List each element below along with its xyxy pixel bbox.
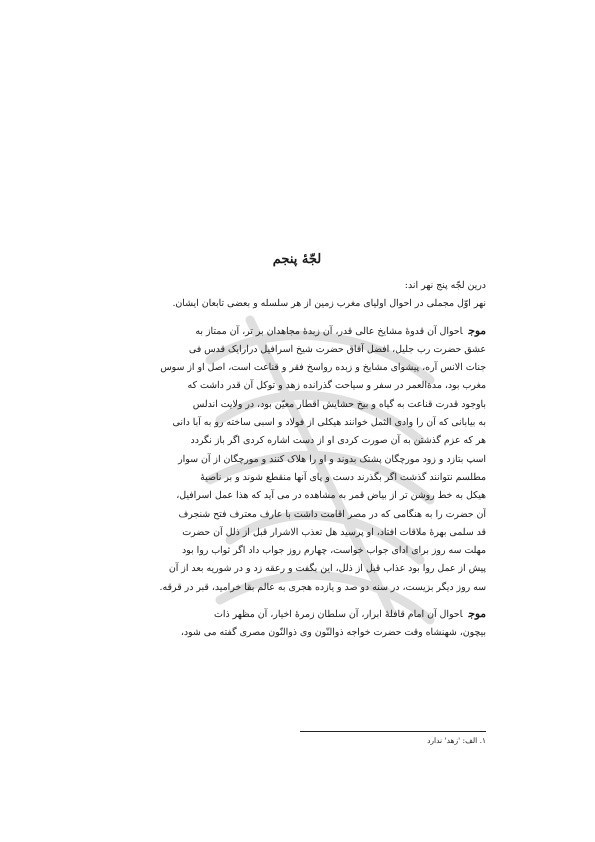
paragraph-line: به بیابانی که آن را وادی الثمل خوانند هیکلی از فولاد و اسبی ساخته رو به آبا دانی — [172, 417, 486, 429]
paragraph-line: مطلسم نتوانند گذشت اگر بگذرند دست و پای آنها منقطع شوند و بر ناصیهٔ — [200, 471, 486, 483]
paragraph-line: مغرب بود، مدةالعمر در سفر و سیاحت گذرانده زهد و توکل آن قدر داشت که — [187, 380, 486, 392]
paragraph-line: مهلت سه روز برای ادای جواب خواست، چهارم روز جواب داد اگر ثواب روا بود — [181, 545, 486, 557]
paragraph-lead: موج — [468, 324, 486, 337]
paragraph-line: جنات الانس آره، پیشوای مشایخ و زبده رواسخ فقر و قناعت است، اصل او از سوس — [160, 362, 486, 374]
paragraph-line: سه روز دیگر بزیست، در سنه دو صد و یازده هجری به عالم بقا خرامید، قبر در قرقه. — [159, 581, 486, 593]
footnote-divider — [300, 731, 486, 732]
text-body — [108, 252, 486, 643]
paragraph-line: آن حضرت را به هنگامی که در مصر اقامت داشت با عارف معترف فتح شنجرف — [178, 508, 486, 520]
paragraph-line: اسپ بتازد و زود مورچگان پشتک بدوند و او را هلاک کنند و مورچگان از آن سوار — [178, 453, 486, 465]
paragraph-lead: موج — [468, 608, 486, 621]
paragraph-text: احوال آن قدوهٔ مشایخ عالی قدر، آن زبدهٔ مجاهدان بر تر، آن ممتاز به — [195, 325, 463, 337]
paragraph-line — [108, 322, 486, 341]
paragraph-line: باوجود قدرت قناعت به گیاه و بیخ حشایش اقطار معیّن بود، در ولایت اندلس — [192, 398, 486, 410]
footnote: ۱. الف: 'زهد' ندارد — [427, 736, 486, 745]
paragraph-line: قد سلمی بهرهٔ ملاقات افتاد، او پرسید هل تعذب الاشرار قبل از ذلل آن حضرت — [182, 526, 486, 538]
paragraph-1 — [108, 322, 486, 597]
chapter-title: لجّهٔ پنجم — [272, 252, 322, 267]
paragraph-line: عشق حضرت رب جلیل، افضل آفاق حضرت شیخ اسرافیل درارایک قدس فی — [188, 343, 486, 355]
paragraph-2 — [108, 605, 486, 643]
intro-line: درین لجّه پنج نهر اند: — [404, 280, 486, 291]
paragraph-line — [108, 605, 486, 624]
paragraph-line: بیچون، شهنشاه وقت حضرت خواجه ذوالنّون وی ذوالنّون مصری گفته می شود، — [180, 627, 486, 639]
paragraph-line: هیکل به خط روشن تر از بیاض قمر به مشاهده در می آید که هذا عمل اسرافیل، — [176, 490, 486, 502]
paragraph-text: احوال آن امام قافلهٔ ابرار، آن سلطان زمرهٔ اخیار، آن مظهر ذات — [214, 609, 463, 621]
paragraph-line: هر که عزم گذشتن به آن صورت کردی او از دست اشاره کردی اگر باز نگردد — [190, 435, 486, 447]
intro-line: نهر اوّل مجملی در احوال اولیای مغرب زمین از هر سلسله و بعضی تابعان ایشان. — [172, 298, 486, 310]
intro-block — [108, 277, 486, 314]
paragraph-line: پیش از عمل روا بود عذاب قبل از ذلل، این بگفت و رعقه زد و در شوریه بعد از آن — [168, 563, 486, 575]
